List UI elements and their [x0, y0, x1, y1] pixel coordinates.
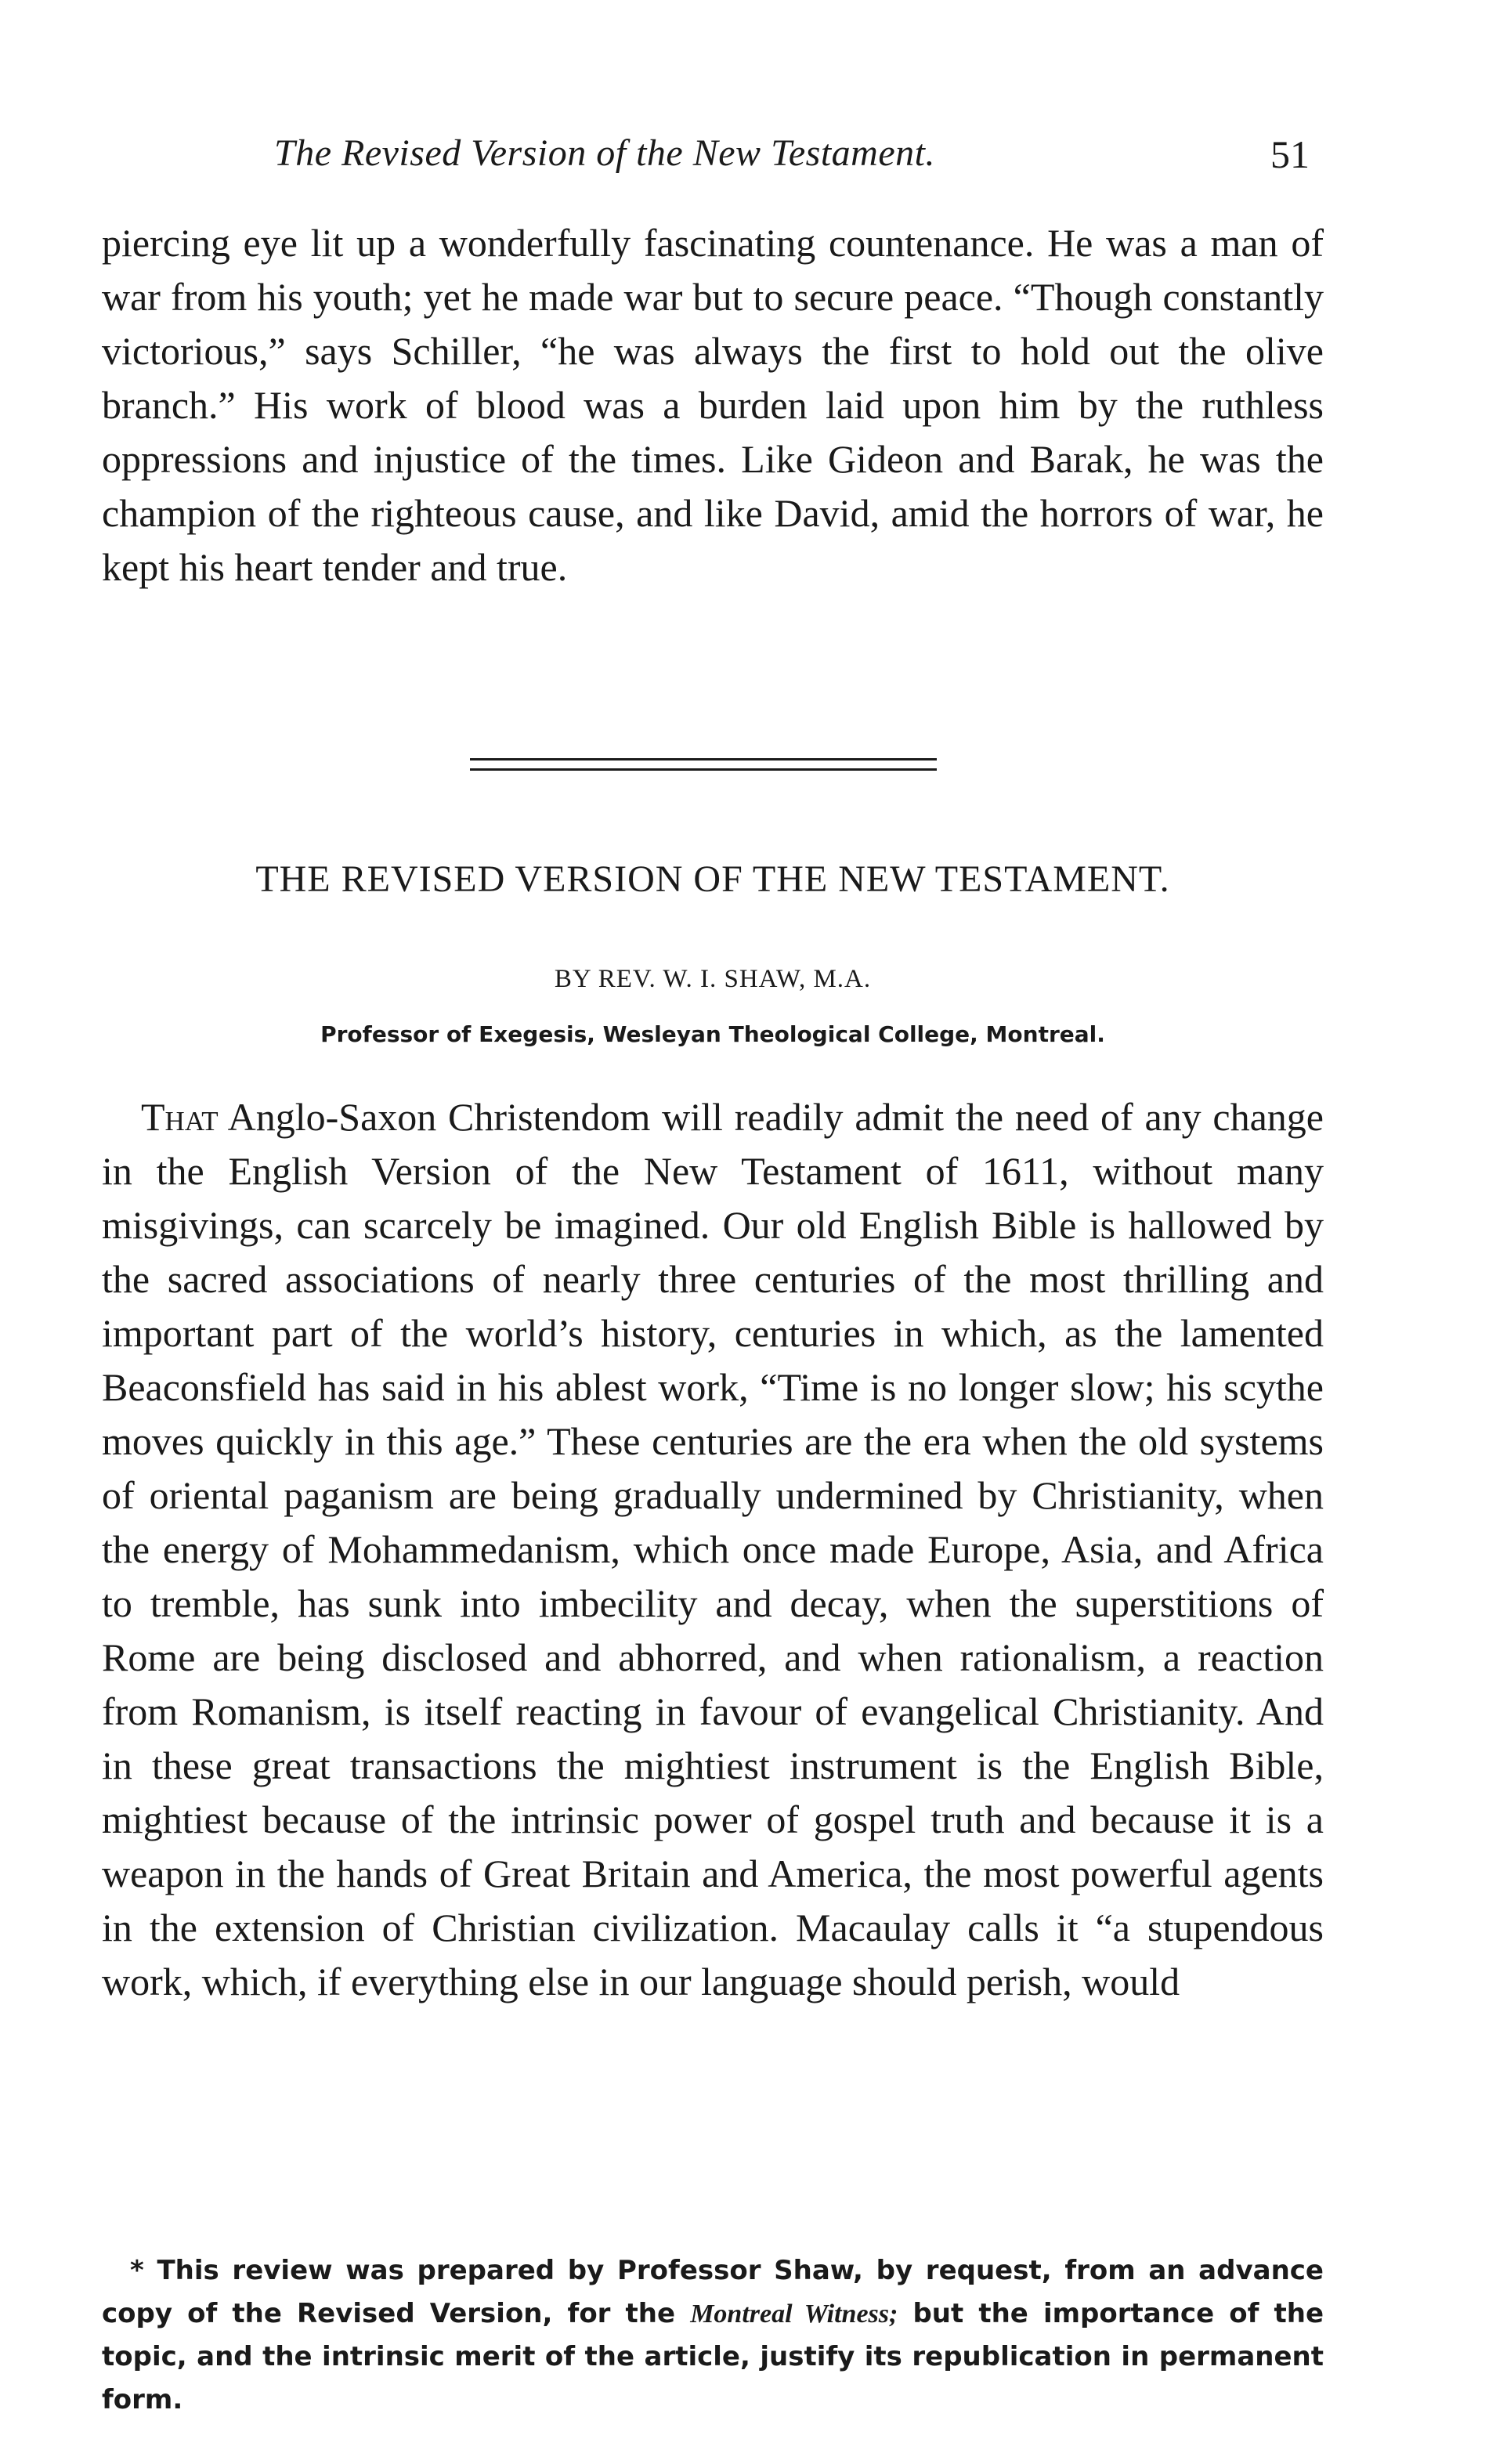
footnote-publication: Montreal Witness; — [690, 2300, 898, 2329]
section-divider — [470, 758, 937, 771]
article-byline: BY REV. W. I. SHAW, M.A. — [554, 965, 872, 993]
continuation-paragraph: piercing eye lit up a wonderfully fascinating countenance. He was a man of war from his youth; yet he made war but to secure peace. “Though constantly victorious,” says Schiller, “he was always the first to hold out the olive branch.” His work of blood was a burden laid upon him by the ruthless oppressions and injustice of the times. Like Gideon and Barak, he was the champion of the righteous cause, and like David, amid the horrors of war, he kept his heart tender and true. — [102, 221, 1324, 589]
footnote-text-after: but the importance of the topic, and the intrinsic merit of the article, justify its republication in permanent form. — [102, 2298, 1324, 2415]
article-body-text: Anglo-Saxon Christendom will readily admit the need of any change in the English Version of the New Testament of 1611, without many misgivings, can scarcely be imagined. Our old English Bible is hallowed by the sacred associations of nearly three centuries of the most thrilling and important part of the world’s history, centuries in which, as the lamented Beaconsfield has said in his ablest work, “Time is no longer slow; his scythe moves quickly in this age.” These centuries are the era when the old systems of oriental paganism are being gradually undermined by Christianity, when the energy of Mohammedanism, which once made Europe, Asia, and Africa to tremble, has sunk into imbecility and decay, when the superstitions of Rome are being disclosed and abhorred, and when rationalism, a reaction from Romanism, is itself reacting in favour of evangelical Christianity. And in these great transactions the mightiest instrument is the English Bible, mightiest because of the intrinsic power of gospel truth and because it is a weapon in the hands of Great Britain and America, the most powerful agents in the extension of Christian civilization. Macaulay calls it “a stupendous work, which, if everything else in our language should perish, would — [102, 1095, 1324, 2003]
author-affiliation: Professor of Exegesis, Wesleyan Theological College, Montreal. — [320, 1021, 1105, 1047]
article-body-paragraph — [102, 1090, 1324, 2009]
page-number: 51 — [1270, 132, 1310, 176]
footnote-text-before: * This review was prepared by Professor Shaw, by request, from an advance copy of the Revised Version, for the — [102, 2255, 1324, 2329]
opening-word: That — [141, 1095, 219, 1139]
running-title: The Revised Version of the New Testament. — [274, 132, 935, 174]
page-header — [102, 132, 1324, 186]
article-title: THE REVISED VERSION OF THE NEW TESTAMENT. — [255, 858, 1170, 900]
footnote — [102, 2249, 1324, 2422]
